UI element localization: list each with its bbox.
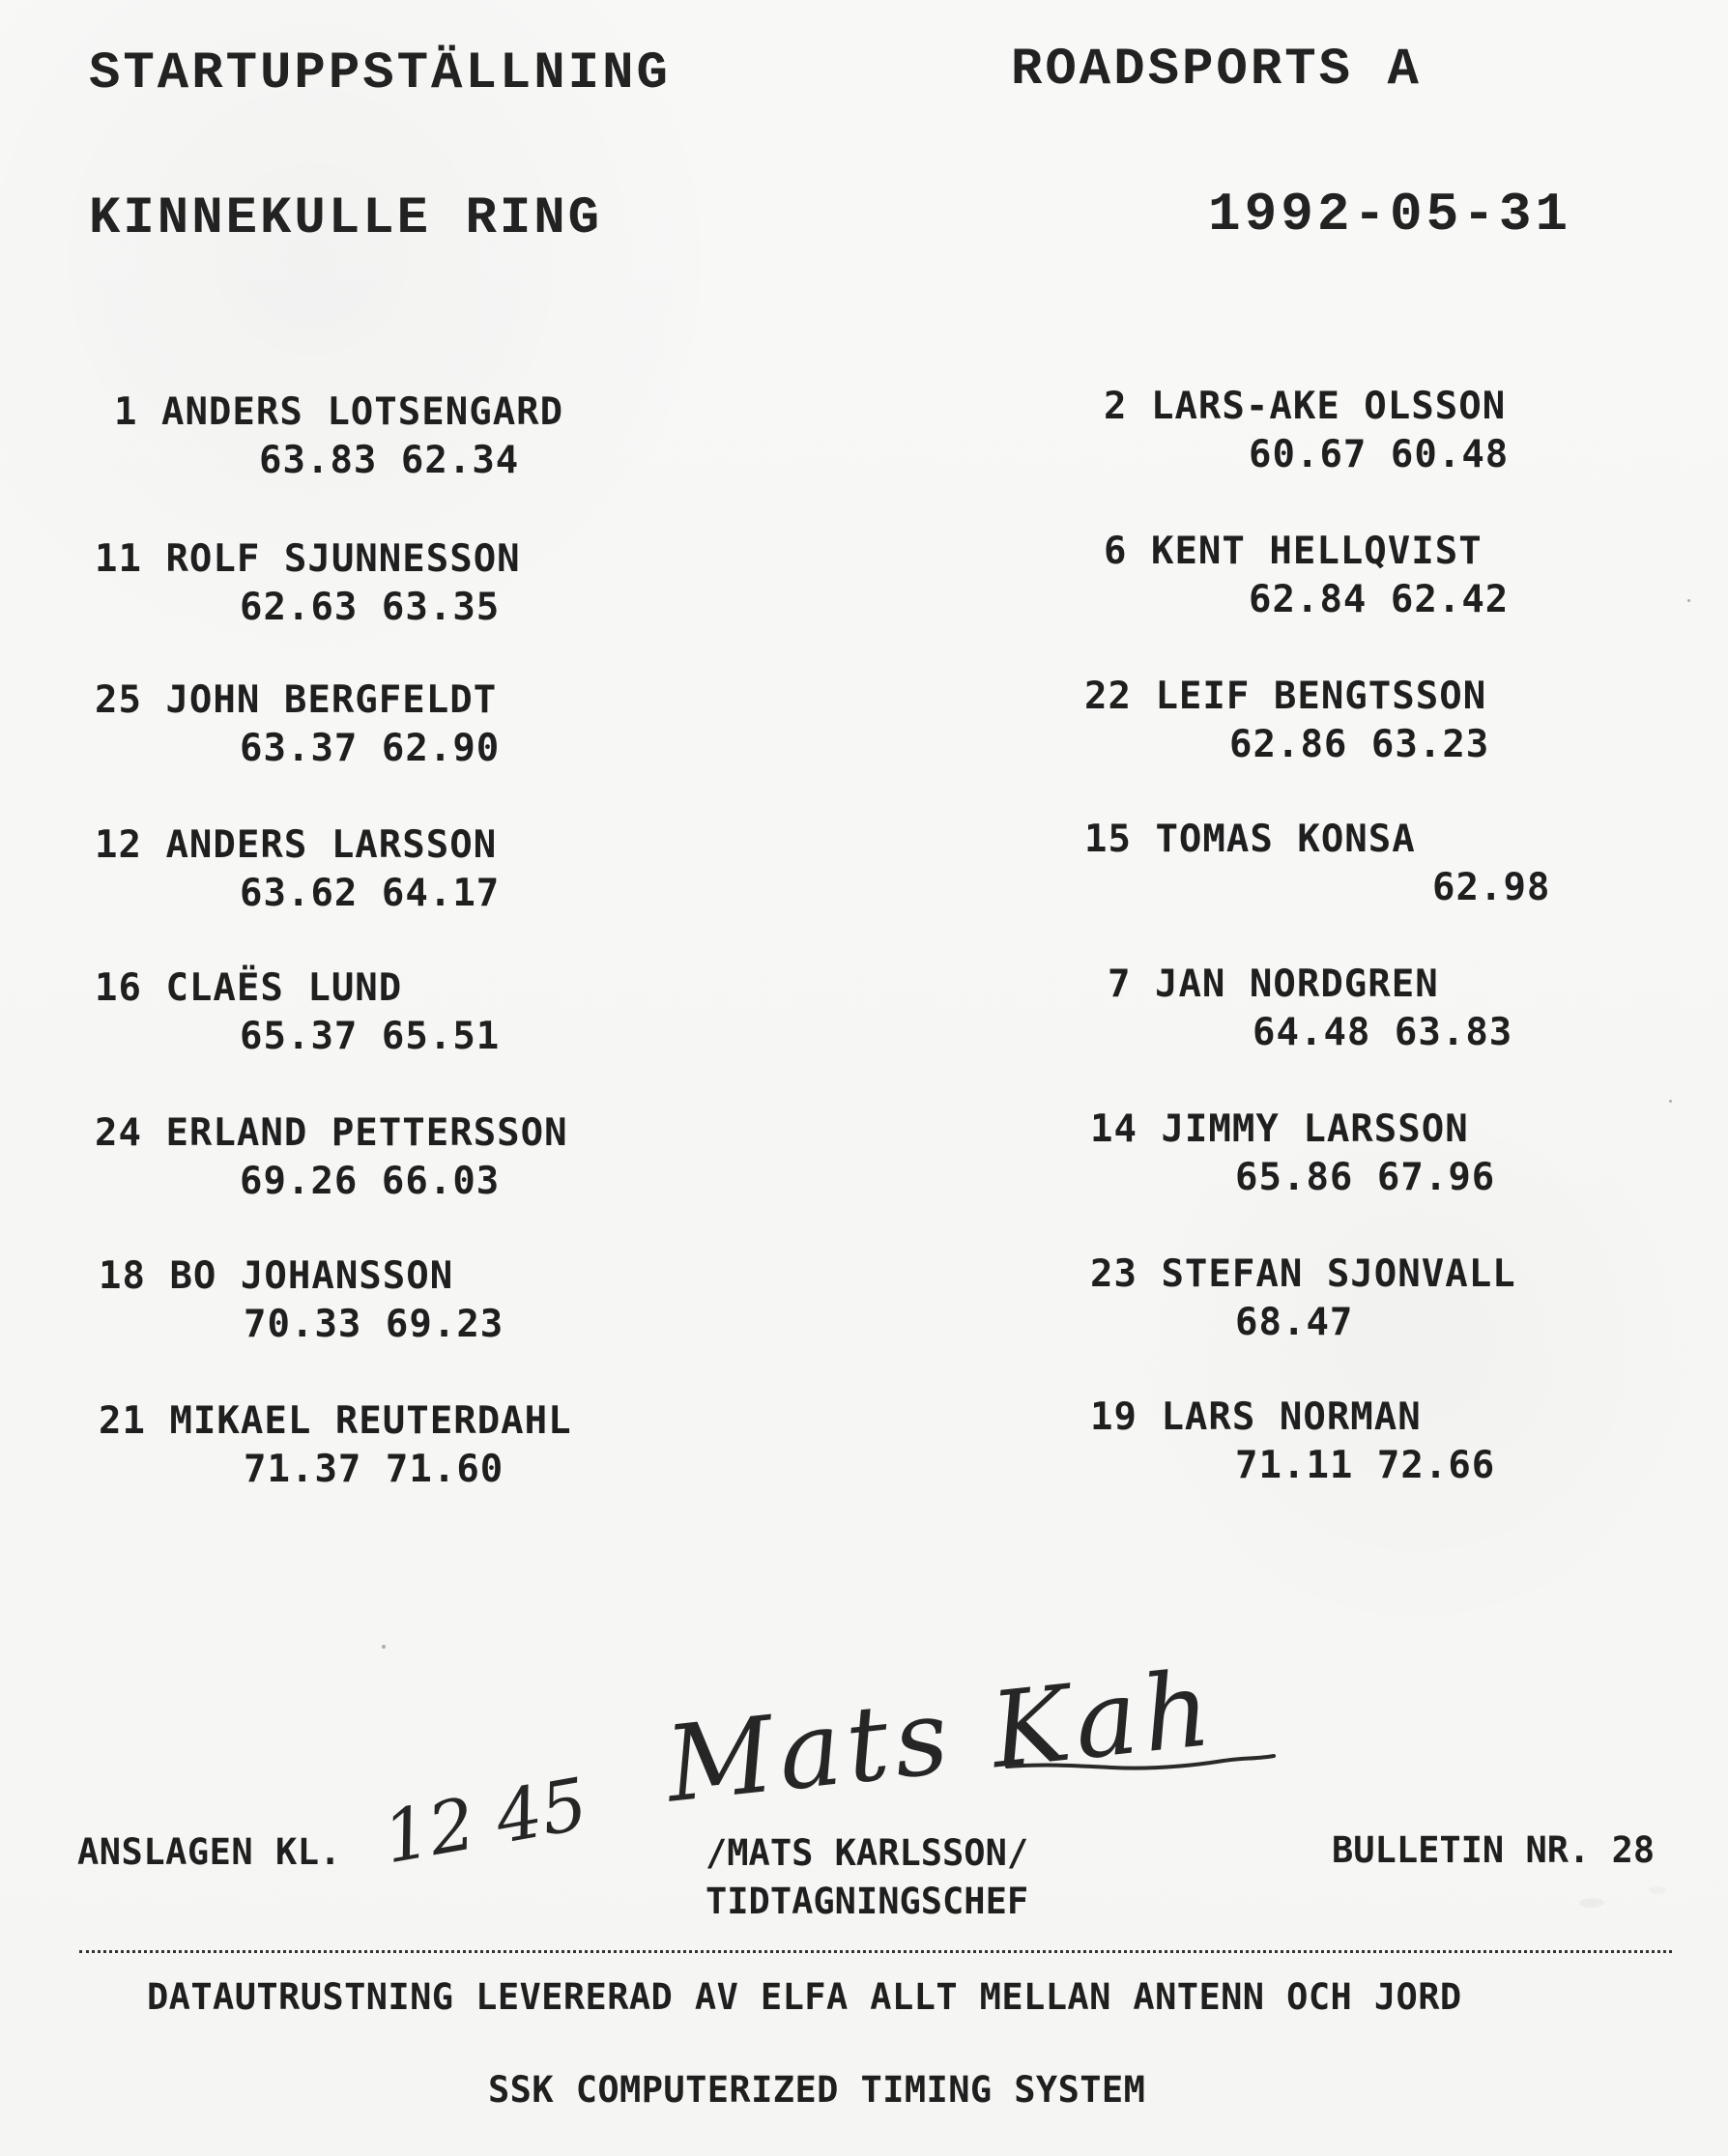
entry-right-8-driver: LARS NORMAN <box>1161 1395 1422 1439</box>
entry-right-4-times: 62.98 <box>1432 866 1551 909</box>
entry-left-3-driver: JOHN BERGFELDT <box>165 678 498 722</box>
entry-left-6-name <box>95 1111 568 1155</box>
footer-divider <box>79 1950 1672 1953</box>
entry-left-4-times: 63.62 64.17 <box>240 872 501 915</box>
entry-right-1 <box>1104 385 1645 491</box>
footer-note-1: DATAUTRUSTNING LEVERERAD AV ELFA ALLT MELLAN ANTENN OCH JORD <box>147 1976 1462 2018</box>
entry-left-4-name <box>95 823 497 867</box>
entry-left-5-name <box>95 966 402 1010</box>
entry-left-1-number: 1 <box>114 390 138 434</box>
entry-left-4-driver: ANDERS LARSSON <box>165 823 498 867</box>
entry-right-6 <box>1090 1107 1631 1214</box>
paper-smudge <box>1649 1886 1666 1894</box>
entry-left-4 <box>95 823 636 930</box>
entry-left-3 <box>95 678 636 785</box>
entry-left-8 <box>99 1399 640 1506</box>
entry-right-2-times: 62.84 62.42 <box>1249 578 1510 621</box>
entry-left-1 <box>114 390 655 497</box>
entry-right-3-name <box>1084 675 1486 718</box>
entry-right-3-driver: LEIF BENGTSSON <box>1155 675 1487 718</box>
signatory-name: /MATS KARLSSON/ <box>706 1832 1029 1874</box>
entry-left-5-driver: CLAËS LUND <box>165 966 403 1010</box>
entry-right-1-name <box>1104 385 1506 428</box>
entry-right-5-number: 7 <box>1108 963 1132 1006</box>
entry-left-3-number: 25 <box>95 678 142 722</box>
entry-left-4-number: 12 <box>95 823 142 867</box>
entry-right-7-times: 68.47 <box>1235 1301 1354 1344</box>
venue-name: KINNEKULLE RING <box>89 189 603 248</box>
entry-right-1-number: 2 <box>1104 385 1128 428</box>
entry-right-3-times: 62.86 63.23 <box>1229 723 1490 766</box>
footer-note-2: SSK COMPUTERIZED TIMING SYSTEM <box>488 2069 1146 2111</box>
entry-left-5 <box>95 966 636 1073</box>
entry-right-5-driver: JAN NORDGREN <box>1154 963 1439 1006</box>
entry-right-3 <box>1084 675 1626 781</box>
paper-speck <box>382 1645 386 1649</box>
paper-speck <box>1669 1100 1672 1103</box>
entry-right-2-driver: KENT HELLQVIST <box>1150 530 1483 573</box>
page-title: STARTUPPSTÄLLNING <box>89 44 671 103</box>
bulletin-number: BULLETIN NR. 28 <box>1332 1829 1656 1871</box>
entry-left-6-driver: ERLAND PETTERSSON <box>165 1111 568 1155</box>
entry-right-5 <box>1108 963 1649 1069</box>
signatory-block <box>706 1829 1028 1926</box>
entry-right-5-name <box>1108 963 1439 1006</box>
entry-left-1-driver: ANDERS LOTSENGARD <box>160 390 564 434</box>
entry-right-2-name <box>1104 530 1483 573</box>
entry-left-5-times: 65.37 65.51 <box>240 1015 501 1058</box>
entry-right-7 <box>1090 1252 1631 1359</box>
entry-right-4-driver: TOMAS KONSA <box>1155 818 1416 861</box>
entry-left-2-number: 11 <box>95 537 142 581</box>
entry-left-8-number: 21 <box>99 1399 146 1443</box>
entry-right-6-times: 65.86 67.96 <box>1235 1156 1496 1199</box>
class-name: ROADSPORTS A <box>1011 41 1422 100</box>
entry-left-7-driver: BO JOHANSSON <box>169 1254 454 1298</box>
entry-right-5-times: 64.48 63.83 <box>1253 1011 1513 1054</box>
entry-right-8-times: 71.11 72.66 <box>1235 1444 1496 1487</box>
event-date: 1992-05-31 <box>1208 184 1572 245</box>
entry-right-4-number: 15 <box>1084 818 1132 861</box>
entry-left-8-driver: MIKAEL REUTERDAHL <box>169 1399 572 1443</box>
signature: Mats Kah <box>660 1648 1223 1826</box>
paper-smudge <box>1579 1898 1604 1908</box>
entry-left-5-number: 16 <box>95 966 142 1010</box>
entry-right-1-driver: LARS-AKE OLSSON <box>1150 385 1507 428</box>
entry-left-2 <box>95 537 636 644</box>
entry-right-2-number: 6 <box>1104 530 1128 573</box>
entry-left-2-times: 62.63 63.35 <box>240 586 501 629</box>
entry-right-6-driver: JIMMY LARSSON <box>1161 1107 1469 1151</box>
entry-right-6-name <box>1090 1107 1469 1151</box>
entry-left-7-times: 70.33 69.23 <box>244 1303 504 1346</box>
entry-right-4 <box>1084 818 1626 924</box>
entry-right-1-times: 60.67 60.48 <box>1249 433 1510 476</box>
entry-right-4-name <box>1084 818 1416 861</box>
entry-right-6-number: 14 <box>1090 1107 1138 1151</box>
posted-label: ANSLAGEN KL. <box>77 1831 342 1873</box>
paper-speck <box>1687 599 1690 602</box>
entry-left-8-times: 71.37 71.60 <box>244 1448 504 1491</box>
entry-left-2-name <box>95 537 521 581</box>
entry-left-7-number: 18 <box>99 1254 146 1298</box>
signature-underline <box>1005 1749 1276 1784</box>
entry-right-8-name <box>1090 1395 1422 1439</box>
entry-left-7 <box>99 1254 640 1361</box>
entry-right-8 <box>1090 1395 1631 1502</box>
entry-left-3-name <box>95 678 497 722</box>
entry-right-7-driver: STEFAN SJONVALL <box>1161 1252 1516 1296</box>
entry-right-3-number: 22 <box>1084 675 1132 718</box>
entry-left-2-driver: ROLF SJUNNESSON <box>165 537 521 581</box>
entry-left-8-name <box>99 1399 572 1443</box>
entry-right-8-number: 19 <box>1090 1395 1138 1439</box>
signatory-title: TIDTAGNINGSCHEF <box>706 1881 1029 1922</box>
entry-right-7-number: 23 <box>1090 1252 1138 1296</box>
entry-left-3-times: 63.37 62.90 <box>240 727 501 770</box>
entry-left-6-number: 24 <box>95 1111 142 1155</box>
entry-left-7-name <box>99 1254 453 1298</box>
entry-left-6-times: 69.26 66.03 <box>240 1160 501 1203</box>
entry-right-7-name <box>1090 1252 1516 1296</box>
posted-time: 12 45 <box>377 1762 594 1881</box>
entry-left-1-times: 63.83 62.34 <box>259 439 520 482</box>
entry-right-2 <box>1104 530 1645 636</box>
entry-left-1-name <box>114 390 563 434</box>
entry-left-6 <box>95 1111 636 1218</box>
